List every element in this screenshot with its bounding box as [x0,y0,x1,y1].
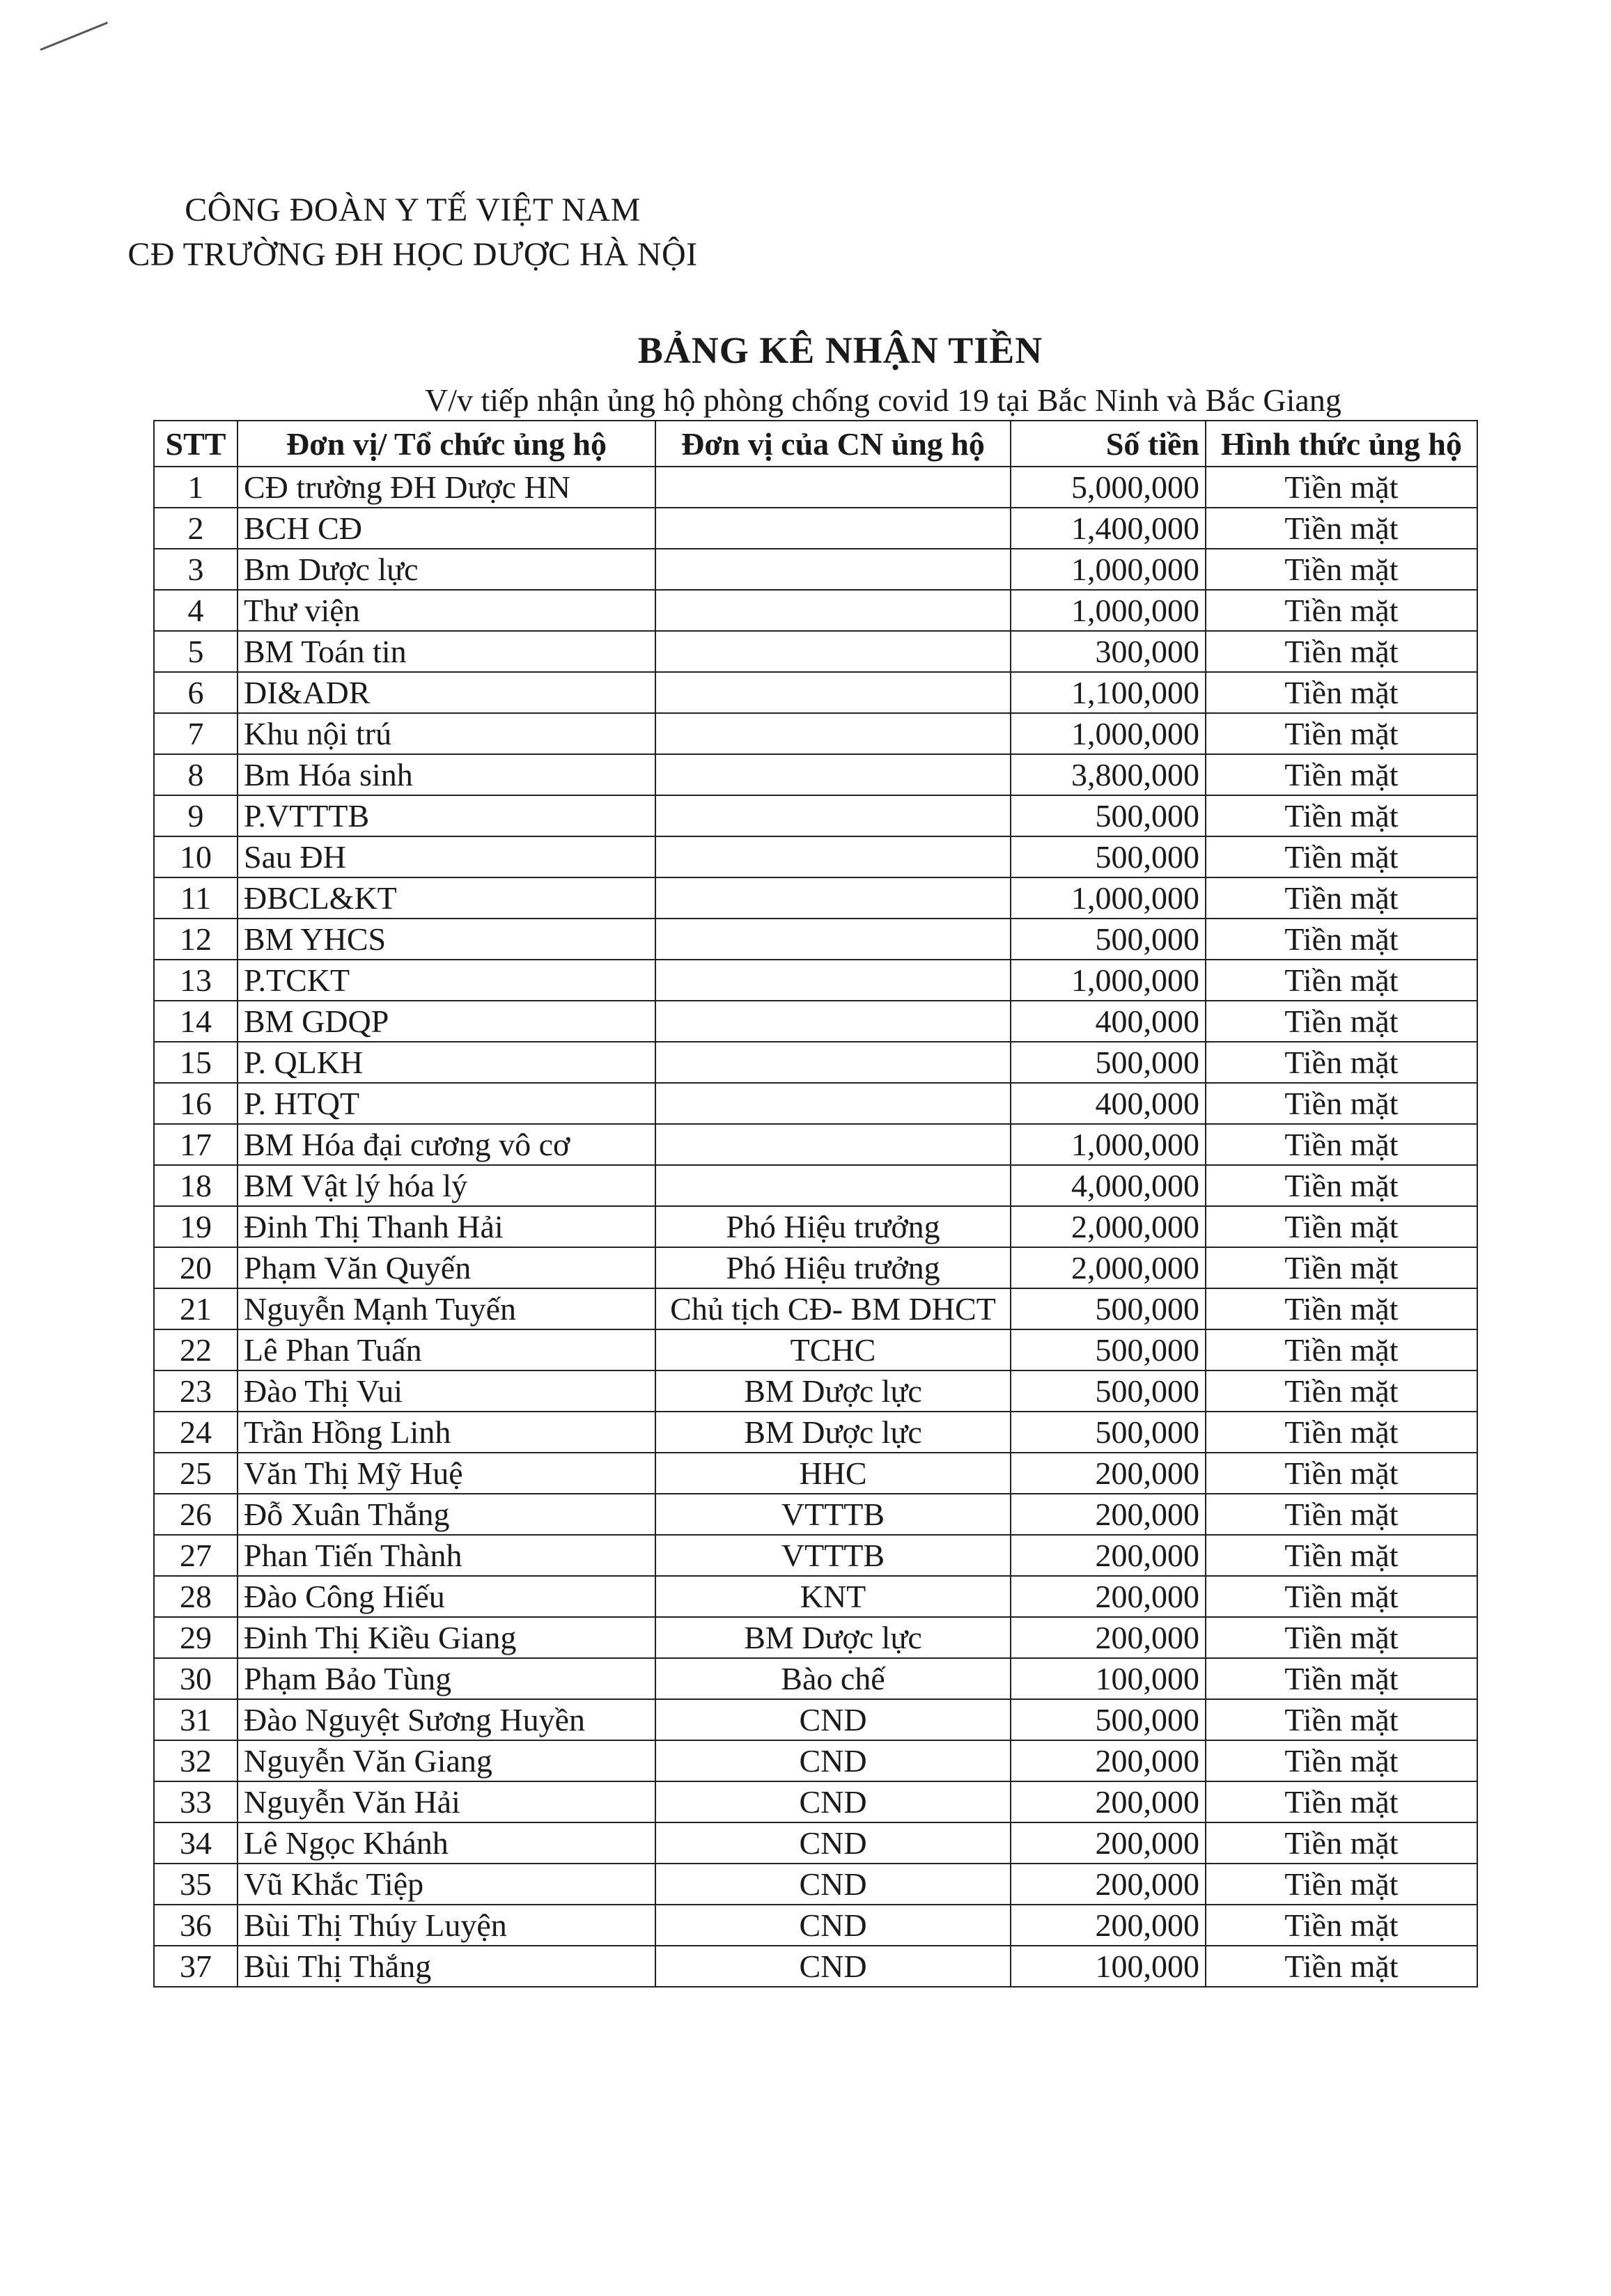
table-row [154,1822,1477,1864]
cell-individual-dept: Bào chế [655,1658,1011,1699]
org-line-2: CĐ TRƯỜNG ĐH HỌC DƯỢC HÀ NỘI [127,236,698,273]
cell-stt: 16 [154,1083,238,1124]
cell-payment-form: Tiền mặt [1206,590,1477,631]
cell-donor-unit: BM Toán tin [238,631,655,672]
cell-individual-dept [655,795,1011,836]
table-row [154,1576,1477,1617]
cell-payment-form: Tiền mặt [1206,1370,1477,1412]
cell-individual-dept [655,877,1011,919]
table-row [154,1946,1477,1987]
cell-individual-dept: CND [655,1864,1011,1905]
cell-stt: 21 [154,1288,238,1329]
cell-amount: 500,000 [1011,1042,1206,1083]
cell-donor-unit: CĐ trường ĐH Dược HN [238,467,655,508]
cell-amount: 300,000 [1011,631,1206,672]
cell-amount: 1,000,000 [1011,590,1206,631]
cell-donor-unit: BCH CĐ [238,508,655,549]
cell-stt: 19 [154,1206,238,1247]
cell-donor-unit: BM YHCS [238,919,655,960]
cell-donor-unit: Đỗ Xuân Thắng [238,1494,655,1535]
cell-stt: 34 [154,1822,238,1864]
cell-payment-form: Tiền mặt [1206,1042,1477,1083]
cell-donor-unit: Đào Nguyệt Sương Huyền [238,1699,655,1740]
table-row [154,836,1477,877]
cell-individual-dept [655,713,1011,754]
cell-amount: 200,000 [1011,1822,1206,1864]
cell-individual-dept [655,1165,1011,1206]
cell-payment-form: Tiền mặt [1206,1740,1477,1781]
cell-individual-dept [655,1001,1011,1042]
cell-stt: 30 [154,1658,238,1699]
table-row [154,467,1477,508]
cell-amount: 500,000 [1011,1412,1206,1453]
cell-stt: 20 [154,1247,238,1288]
cell-individual-dept: Phó Hiệu trưởng [655,1247,1011,1288]
table-row [154,754,1477,795]
cell-amount: 1,400,000 [1011,508,1206,549]
cell-payment-form: Tiền mặt [1206,1412,1477,1453]
cell-payment-form: Tiền mặt [1206,1329,1477,1370]
cell-individual-dept: KNT [655,1576,1011,1617]
table-row [154,631,1477,672]
cell-stt: 7 [154,713,238,754]
cell-payment-form: Tiền mặt [1206,1206,1477,1247]
table-row [154,1699,1477,1740]
cell-amount: 200,000 [1011,1905,1206,1946]
cell-donor-unit: Nguyễn Văn Giang [238,1740,655,1781]
cell-donor-unit: Khu nội trú [238,713,655,754]
table-row [154,672,1477,713]
cell-donor-unit: BM GDQP [238,1001,655,1042]
cell-donor-unit: Bm Dược lực [238,549,655,590]
table-row [154,1083,1477,1124]
column-header-unit: Đơn vị/ Tổ chức ủng hộ [238,421,655,467]
cell-individual-dept [655,1083,1011,1124]
cell-individual-dept [655,467,1011,508]
table-row [154,1864,1477,1905]
cell-amount: 200,000 [1011,1781,1206,1822]
cell-amount: 500,000 [1011,836,1206,877]
cell-individual-dept [655,960,1011,1001]
cell-donor-unit: Nguyễn Mạnh Tuyến [238,1288,655,1329]
cell-amount: 500,000 [1011,1329,1206,1370]
cell-individual-dept: CND [655,1905,1011,1946]
cell-donor-unit: Đinh Thị Kiều Giang [238,1617,655,1658]
table-row [154,1740,1477,1781]
cell-payment-form: Tiền mặt [1206,836,1477,877]
table-row [154,1781,1477,1822]
cell-stt: 1 [154,467,238,508]
table-row [154,1124,1477,1165]
cell-amount: 1,000,000 [1011,960,1206,1001]
cell-amount: 1,100,000 [1011,672,1206,713]
cell-stt: 31 [154,1699,238,1740]
cell-stt: 12 [154,919,238,960]
cell-individual-dept [655,1124,1011,1165]
cell-donor-unit: Bùi Thị Thúy Luyện [238,1905,655,1946]
cell-donor-unit: Bm Hóa sinh [238,754,655,795]
cell-stt: 26 [154,1494,238,1535]
cell-payment-form: Tiền mặt [1206,1781,1477,1822]
cell-payment-form: Tiền mặt [1206,1494,1477,1535]
table-row [154,549,1477,590]
cell-individual-dept: BM Dược lực [655,1617,1011,1658]
cell-amount: 200,000 [1011,1535,1206,1576]
cell-individual-dept: CND [655,1822,1011,1864]
cell-stt: 23 [154,1370,238,1412]
cell-payment-form: Tiền mặt [1206,1905,1477,1946]
cell-donor-unit: P.TCKT [238,960,655,1001]
cell-payment-form: Tiền mặt [1206,960,1477,1001]
cell-amount: 5,000,000 [1011,467,1206,508]
cell-donor-unit: DI&ADR [238,672,655,713]
cell-payment-form: Tiền mặt [1206,1083,1477,1124]
cell-payment-form: Tiền mặt [1206,1822,1477,1864]
cell-payment-form: Tiền mặt [1206,1699,1477,1740]
cell-amount: 200,000 [1011,1617,1206,1658]
cell-individual-dept [655,631,1011,672]
table-row [154,590,1477,631]
cell-donor-unit: Phan Tiến Thành [238,1535,655,1576]
cell-stt: 9 [154,795,238,836]
table-row [154,1535,1477,1576]
cell-individual-dept: Phó Hiệu trưởng [655,1206,1011,1247]
table-row [154,1165,1477,1206]
cell-individual-dept [655,590,1011,631]
cell-individual-dept [655,672,1011,713]
cell-stt: 27 [154,1535,238,1576]
cell-stt: 6 [154,672,238,713]
cell-payment-form: Tiền mặt [1206,549,1477,590]
cell-amount: 500,000 [1011,1699,1206,1740]
table-row [154,1247,1477,1288]
cell-payment-form: Tiền mặt [1206,1535,1477,1576]
cell-amount: 400,000 [1011,1083,1206,1124]
cell-amount: 200,000 [1011,1453,1206,1494]
table-row [154,1288,1477,1329]
cell-stt: 24 [154,1412,238,1453]
table-row [154,960,1477,1001]
table-row [154,1617,1477,1658]
table-row [154,1042,1477,1083]
cell-payment-form: Tiền mặt [1206,754,1477,795]
cell-stt: 35 [154,1864,238,1905]
cell-stt: 8 [154,754,238,795]
cell-donor-unit: BM Vật lý hóa lý [238,1165,655,1206]
cell-individual-dept: VTTTB [655,1535,1011,1576]
cell-individual-dept: Chủ tịch CĐ- BM DHCT [655,1288,1011,1329]
cell-individual-dept: CND [655,1781,1011,1822]
table-row [154,1412,1477,1453]
cell-stt: 3 [154,549,238,590]
cell-payment-form: Tiền mặt [1206,631,1477,672]
cell-payment-form: Tiền mặt [1206,1001,1477,1042]
cell-payment-form: Tiền mặt [1206,877,1477,919]
scan-pen-mark [40,22,108,51]
table-row [154,1206,1477,1247]
cell-amount: 3,800,000 [1011,754,1206,795]
cell-stt: 29 [154,1617,238,1658]
table-row [154,1494,1477,1535]
table-row [154,1905,1477,1946]
cell-amount: 200,000 [1011,1494,1206,1535]
cell-donor-unit: Lê Ngọc Khánh [238,1822,655,1864]
cell-donor-unit: Phạm Bảo Tùng [238,1658,655,1699]
cell-payment-form: Tiền mặt [1206,672,1477,713]
cell-donor-unit: Đào Thị Vui [238,1370,655,1412]
cell-individual-dept [655,508,1011,549]
table-row [154,919,1477,960]
cell-stt: 15 [154,1042,238,1083]
table-row [154,1658,1477,1699]
table-row [154,795,1477,836]
cell-payment-form: Tiền mặt [1206,1576,1477,1617]
cell-amount: 500,000 [1011,1288,1206,1329]
cell-payment-form: Tiền mặt [1206,1247,1477,1288]
cell-amount: 100,000 [1011,1658,1206,1699]
cell-payment-form: Tiền mặt [1206,508,1477,549]
cell-payment-form: Tiền mặt [1206,1946,1477,1987]
cell-stt: 4 [154,590,238,631]
table-row [154,1453,1477,1494]
cell-stt: 36 [154,1905,238,1946]
table-row [154,1001,1477,1042]
cell-amount: 2,000,000 [1011,1206,1206,1247]
cell-individual-dept: TCHC [655,1329,1011,1370]
cell-donor-unit: Đinh Thị Thanh Hải [238,1206,655,1247]
cell-amount: 2,000,000 [1011,1247,1206,1288]
org-line-1: CÔNG ĐOÀN Y TẾ VIỆT NAM [185,192,641,228]
cell-payment-form: Tiền mặt [1206,1453,1477,1494]
cell-individual-dept [655,919,1011,960]
organization-header [0,188,825,277]
cell-donor-unit: Phạm Văn Quyến [238,1247,655,1288]
cell-individual-dept: CND [655,1740,1011,1781]
cell-payment-form: Tiền mặt [1206,467,1477,508]
cell-donor-unit: ĐBCL&KT [238,877,655,919]
column-header-stt: STT [154,421,238,467]
table-row [154,1329,1477,1370]
cell-stt: 17 [154,1124,238,1165]
cell-payment-form: Tiền mặt [1206,713,1477,754]
cell-donor-unit: P.VTTTB [238,795,655,836]
cell-stt: 11 [154,877,238,919]
cell-amount: 200,000 [1011,1864,1206,1905]
cell-stt: 14 [154,1001,238,1042]
cell-individual-dept: CND [655,1699,1011,1740]
cell-donor-unit: Trần Hồng Linh [238,1412,655,1453]
table-row [154,1370,1477,1412]
table-row [154,508,1477,549]
cell-payment-form: Tiền mặt [1206,1288,1477,1329]
cell-donor-unit: Nguyễn Văn Hải [238,1781,655,1822]
cell-stt: 18 [154,1165,238,1206]
cell-payment-form: Tiền mặt [1206,1124,1477,1165]
document-title: BẢNG KÊ NHẬN TIỀN [637,329,1043,371]
cell-individual-dept [655,754,1011,795]
cell-stt: 22 [154,1329,238,1370]
cell-individual-dept: CND [655,1946,1011,1987]
cell-donor-unit: Sau ĐH [238,836,655,877]
table-body [154,467,1477,1987]
cell-payment-form: Tiền mặt [1206,1165,1477,1206]
table-row [154,713,1477,754]
cell-amount: 1,000,000 [1011,877,1206,919]
cell-amount: 1,000,000 [1011,549,1206,590]
cell-individual-dept: BM Dược lực [655,1370,1011,1412]
cell-amount: 500,000 [1011,795,1206,836]
cell-stt: 32 [154,1740,238,1781]
cell-donor-unit: Đào Công Hiếu [238,1576,655,1617]
cell-donor-unit: P. HTQT [238,1083,655,1124]
cell-individual-dept [655,549,1011,590]
cell-individual-dept [655,1042,1011,1083]
cell-donor-unit: Văn Thị Mỹ Huệ [238,1453,655,1494]
table-header-row [154,421,1477,467]
cell-stt: 33 [154,1781,238,1822]
cell-amount: 100,000 [1011,1946,1206,1987]
cell-individual-dept: BM Dược lực [655,1412,1011,1453]
cell-stt: 13 [154,960,238,1001]
cell-amount: 500,000 [1011,919,1206,960]
table-row [154,877,1477,919]
cell-stt: 5 [154,631,238,672]
column-header-amount: Số tiền [1011,421,1206,467]
cell-donor-unit: Bùi Thị Thắng [238,1946,655,1987]
cell-individual-dept [655,836,1011,877]
cell-individual-dept: HHC [655,1453,1011,1494]
cell-amount: 1,000,000 [1011,713,1206,754]
cell-individual-dept: VTTTB [655,1494,1011,1535]
cell-donor-unit: Vũ Khắc Tiệp [238,1864,655,1905]
cell-amount: 500,000 [1011,1370,1206,1412]
cell-donor-unit: P. QLKH [238,1042,655,1083]
cell-amount: 200,000 [1011,1740,1206,1781]
cell-payment-form: Tiền mặt [1206,1864,1477,1905]
cell-stt: 2 [154,508,238,549]
cell-stt: 10 [154,836,238,877]
cell-donor-unit: BM Hóa đại cương vô cơ [238,1124,655,1165]
cell-payment-form: Tiền mặt [1206,795,1477,836]
cell-donor-unit: Thư viện [238,590,655,631]
column-header-dept: Đơn vị của CN ủng hộ [655,421,1011,467]
document-subtitle: V/v tiếp nhận ủng hộ phòng chống covid 19 tại Bắc Ninh và Bắc Giang [425,382,1341,418]
cell-stt: 28 [154,1576,238,1617]
cell-stt: 37 [154,1946,238,1987]
cell-donor-unit: Lê Phan Tuấn [238,1329,655,1370]
cell-stt: 25 [154,1453,238,1494]
cell-payment-form: Tiền mặt [1206,1617,1477,1658]
cell-amount: 4,000,000 [1011,1165,1206,1206]
column-header-form: Hình thức ủng hộ [1206,421,1477,467]
cell-payment-form: Tiền mặt [1206,1658,1477,1699]
cell-payment-form: Tiền mặt [1206,919,1477,960]
donation-table [153,420,1478,1987]
cell-amount: 400,000 [1011,1001,1206,1042]
cell-amount: 200,000 [1011,1576,1206,1617]
cell-amount: 1,000,000 [1011,1124,1206,1165]
